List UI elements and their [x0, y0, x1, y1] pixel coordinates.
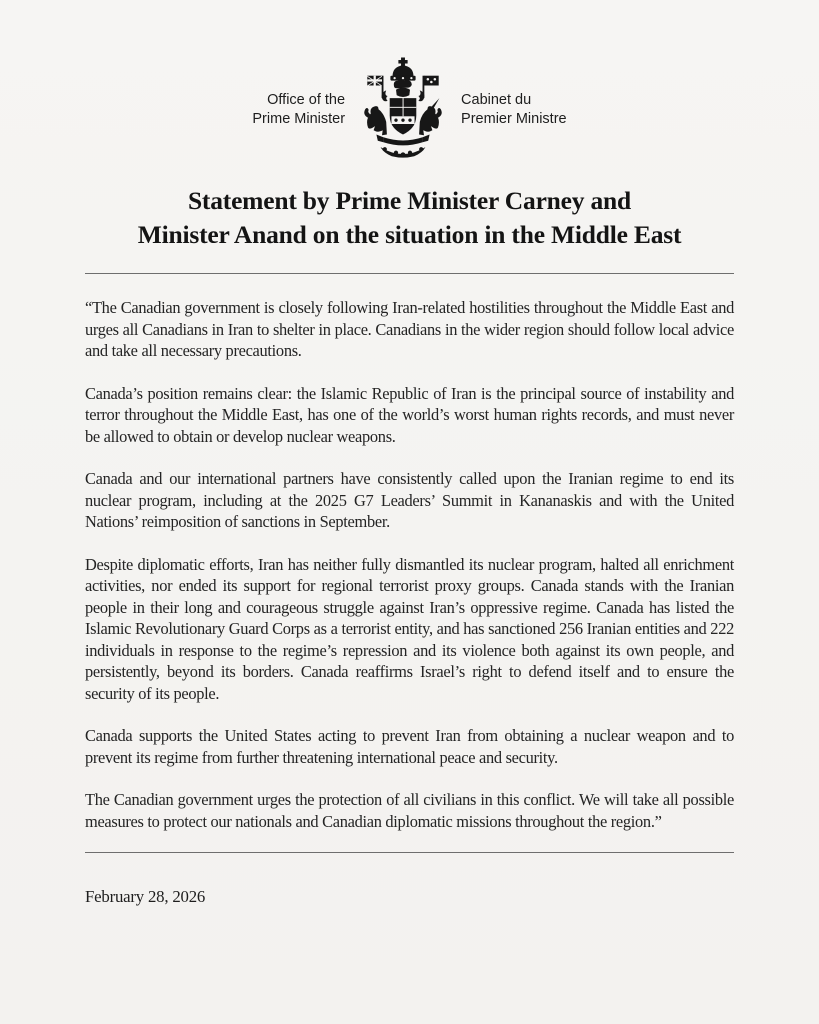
department-name-french [461, 91, 567, 129]
statement-paragraph-6: The Canadian government urges the protection of all civilians in this conflict. We will take all possible measures to protect our nationals and Canadian diplomatic missions throughout the region.” [85, 790, 734, 831]
statement-paragraph-1: “The Canadian government is closely following Iran-related hostilities throughout the Middle East and urges all Canadians in Iran to shelter in place. Canadians in the wider region should follow local advice and take all necessary precautions. [85, 298, 734, 360]
bottom-divider [85, 852, 734, 853]
government-masthead [85, 0, 734, 163]
statement-body [85, 297, 734, 832]
statement-paragraph-5: Canada supports the United States acting to prevent Iran from obtaining a nuclear weapon and to prevent its regime from further threatening international peace and security. [85, 726, 734, 767]
statement-title [85, 184, 734, 252]
statement-paragraph-2: Canada’s position remains clear: the Islamic Republic of Iran is the principal source of instability and terror throughout the Middle East, has one of the world’s worst human rights records, and must never be allowed to obtain or develop nuclear weapons. [85, 383, 734, 446]
statement-title-line2: Minister Anand on the situation in the Middle East [137, 220, 682, 249]
statement-title-line1: Statement by Prime Minister Carney and [187, 186, 632, 215]
department-name-english [252, 91, 345, 129]
department-name-english-line2: Prime Minister [252, 111, 346, 127]
statement-date: February 28, 2026 [85, 887, 206, 906]
canada-coat-of-arms-icon [361, 57, 445, 163]
statement-paragraph-4: Despite diplomatic efforts, Iran has neither fully dismantled its nuclear program, halted all enrichment activities, nor ended its support for regional terrorist proxy groups. Canada stands with the Iranian people in their long and courageous struggle against Iran’s oppressive regime. Canada has listed the Islamic Revolutionary Guard Corps as a terrorist entity, and has sanctioned 256 Iranian entities and 222 individuals in response to the regime’s repression and its violence both against its own people, and persistently, beyond its borders. Canada reaffirms Israel’s right to defend itself and to ensure the security of its people. [85, 554, 734, 703]
department-name-english-line1: Office of the [267, 92, 346, 108]
department-name-french-line1: Cabinet du [461, 92, 532, 108]
department-name-french-line2: Premier Ministre [461, 111, 567, 127]
statement-paragraph-3: Canada and our international partners have consistently called upon the Iranian regime to end its nuclear program, including at the 2025 G7 Leaders’ Summit in Kananaskis and with the United Nations’ reimposition of sanctions in September. [85, 469, 734, 531]
top-divider [85, 273, 734, 274]
